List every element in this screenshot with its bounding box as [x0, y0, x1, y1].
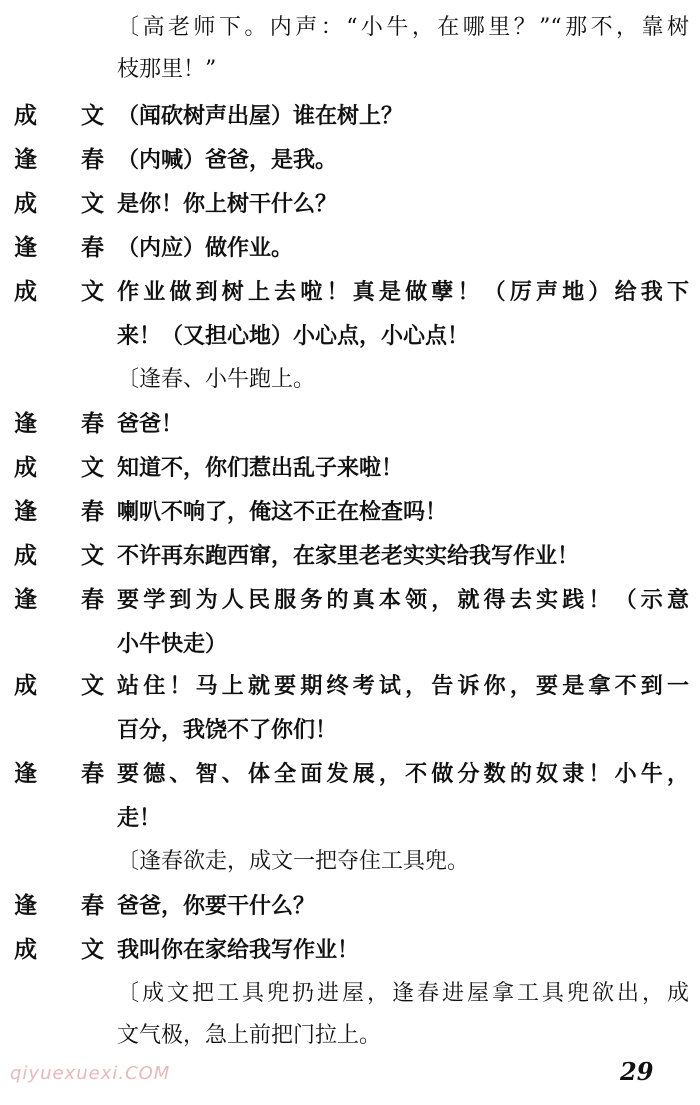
- site-watermark: qiyuexuexi.COM: [10, 1063, 171, 1084]
- line-text: 爸爸，你要干什么？: [117, 893, 316, 919]
- stage-direction-line: [0, 6, 700, 50]
- speaker-name: 逢 春: [14, 146, 104, 173]
- speaker-name: 成 文: [14, 672, 104, 699]
- speaker-name: 成 文: [14, 278, 104, 305]
- dialogue-line: [0, 928, 700, 972]
- speaker-name: 成 文: [14, 936, 104, 963]
- speaker-name: 逢 春: [14, 498, 104, 525]
- speaker-name: 逢 春: [14, 410, 104, 437]
- dialogue-line: [0, 884, 700, 928]
- speaker-name: 成 文: [14, 454, 104, 481]
- stage-direction-line: [0, 1014, 700, 1058]
- stage-direction-line: [0, 48, 700, 92]
- dialogue-line: [0, 752, 700, 796]
- stage-direction-text: 〔逢春欲走，成文一把夺住工具兜。: [117, 849, 470, 874]
- dialogue-line: [0, 534, 700, 578]
- speaker-name: 逢 春: [14, 234, 104, 261]
- line-text: 要学到为人民服务的真本领，就得去实践！（示意: [117, 587, 689, 613]
- line-text: 小牛快走）: [117, 631, 228, 657]
- line-text: 不许再东跑西窜，在家里老老实实给我写作业！: [117, 543, 580, 569]
- dialogue-line: [0, 446, 700, 490]
- line-text: 要德、智、体全面发展，不做分数的奴隶！小牛，: [117, 761, 689, 787]
- stage-direction-text: 〔成文把工具兜扔进屋，逢春进屋拿工具兜欲出，成: [117, 981, 689, 1006]
- line-text: （闻砍树声出屋）谁在树上？: [117, 103, 404, 129]
- speaker-name: 成 文: [14, 190, 104, 217]
- dialogue-line: [0, 226, 700, 270]
- stage-direction-line: [0, 972, 700, 1016]
- dialogue-line: [0, 270, 700, 314]
- dialogue-line: [0, 796, 700, 840]
- dialogue-line: [0, 182, 700, 226]
- line-text: 知道不，你们惹出乱子来啦！: [117, 455, 404, 481]
- stage-direction-text: 〔高老师下。内声：“小牛，在哪里？”“那不，靠树: [117, 15, 689, 40]
- line-text: 百分，我饶不了你们！: [117, 717, 338, 743]
- stage-direction-line: [0, 840, 700, 884]
- line-text: （内应）做作业。: [117, 235, 294, 261]
- dialogue-line: [0, 708, 700, 752]
- stage-direction-text: 文气极，急上前把门拉上。: [117, 1023, 382, 1048]
- stage-direction-text: 枝那里！”: [117, 57, 217, 82]
- line-text: 我叫你在家给我写作业！: [117, 937, 360, 963]
- line-text: 爸爸！: [117, 411, 184, 437]
- line-text: 来！（又担心地）小心点，小心点！: [117, 323, 470, 349]
- line-text: 走！: [117, 805, 162, 831]
- stage-direction-text: 〔逢春、小牛跑上。: [117, 367, 316, 392]
- speaker-name: 逢 春: [14, 760, 104, 787]
- line-text: 是你！你上树干什么？: [117, 191, 338, 217]
- dialogue-line: [0, 490, 700, 534]
- line-text: 作业做到树上去啦！真是做孽！（厉声地）给我下: [117, 279, 689, 305]
- line-text: 站住！马上就要期终考试，告诉你，要是拿不到一: [117, 673, 689, 699]
- dialogue-line: [0, 314, 700, 358]
- dialogue-line: [0, 622, 700, 666]
- dialogue-line: [0, 664, 700, 708]
- line-text: 喇叭不响了，俺这不正在检查吗！: [117, 499, 448, 525]
- dialogue-line: [0, 402, 700, 446]
- stage-direction-line: [0, 358, 700, 402]
- speaker-name: 逢 春: [14, 892, 104, 919]
- speaker-name: 成 文: [14, 102, 104, 129]
- speaker-name: 逢 春: [14, 586, 104, 613]
- page-number: 29: [620, 1057, 654, 1086]
- dialogue-line: [0, 578, 700, 622]
- speaker-name: 成 文: [14, 542, 104, 569]
- dialogue-line: [0, 94, 700, 138]
- dialogue-line: [0, 138, 700, 182]
- line-text: （内喊）爸爸，是我。: [117, 147, 338, 173]
